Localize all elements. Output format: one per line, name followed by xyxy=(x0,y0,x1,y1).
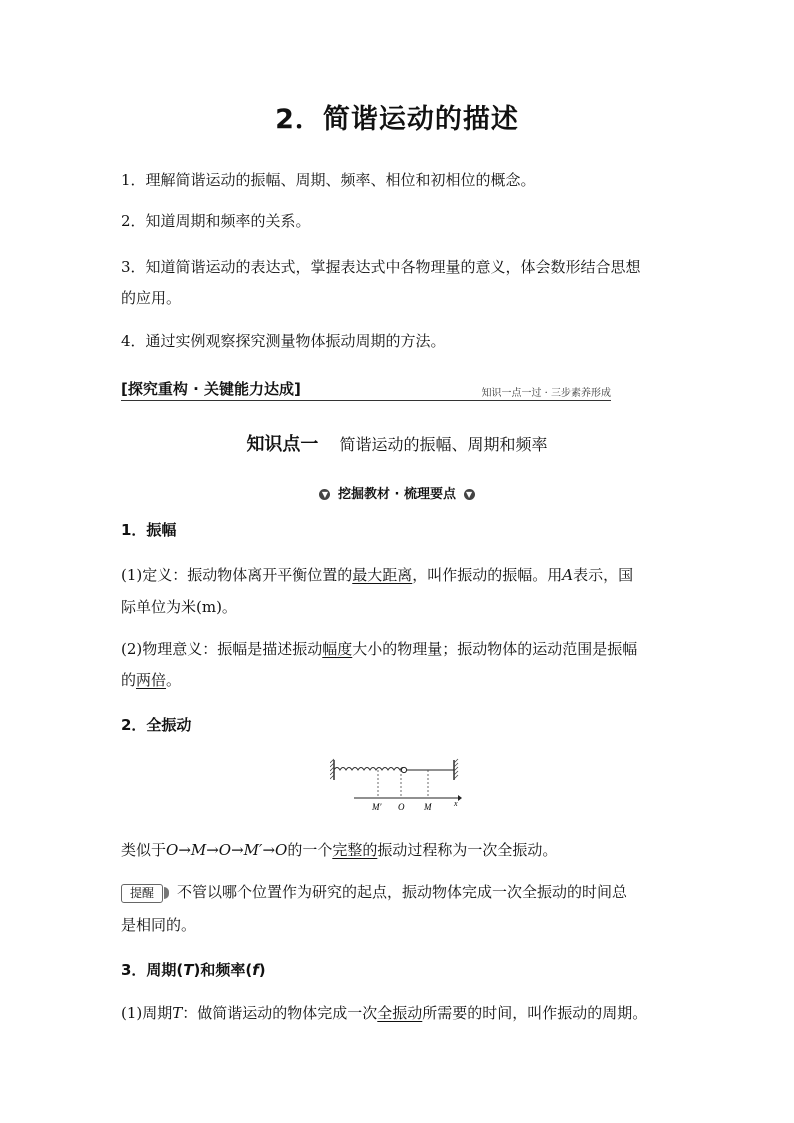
amplitude-meaning: (2)物理意义：振幅是描述振动幅度大小的物理量；振动物体的运动范围是振幅 xyxy=(121,640,638,658)
knowledge-point-title xyxy=(0,430,794,456)
label-m: M xyxy=(424,802,432,812)
underlined-term: 幅度 xyxy=(322,640,353,658)
underlined-term: 完整的 xyxy=(332,841,378,859)
position-guides xyxy=(378,770,428,798)
chevron-down-icon: ▼ xyxy=(464,489,475,500)
sub-banner-text: 挖掘教材 · 梳理要点 xyxy=(338,487,456,502)
amplitude-meaning-cont: 的两倍。 xyxy=(121,671,182,689)
banner-right-text: 知识一点一过 · 三步素养形成 xyxy=(481,388,611,399)
vibration-path: O→M→O→M′→O xyxy=(166,841,288,859)
sub-banner xyxy=(0,483,794,502)
section-3-heading: 3．周期(T)和频率(f) xyxy=(121,961,266,979)
oscillator-ball xyxy=(401,767,406,772)
objective-1: 1．理解简谐运动的振幅、周期、频率、相位和初相位的概念。 xyxy=(121,171,536,189)
variable-a: A xyxy=(562,566,574,584)
knowledge-point-label: 知识点一 xyxy=(246,434,319,455)
section-1-heading: 1．振幅 xyxy=(121,521,177,539)
spring-oscillator-diagram xyxy=(330,758,466,812)
spring xyxy=(334,768,406,771)
label-x: x xyxy=(454,799,458,808)
objective-2: 2．知道周期和频率的关系。 xyxy=(121,212,311,230)
tip-badge: 提醒 xyxy=(121,884,163,903)
period-definition: (1)周期T：做简谐运动的物体完成一次全振动所需要的时间，叫作振动的周期。 xyxy=(121,1004,648,1022)
underlined-term: 最大距离 xyxy=(352,566,413,584)
label-m-prime: M′ xyxy=(372,802,382,812)
objective-3: 3．知道简谐运动的表达式，掌握表达式中各物理量的意义，体会数形结合思想 xyxy=(121,258,641,276)
underlined-term: 两倍 xyxy=(136,671,167,689)
chevron-down-icon: ▼ xyxy=(319,489,330,500)
amplitude-definition: (1)定义：振动物体离开平衡位置的最大距离，叫作振动的振幅。用A表示，国 xyxy=(121,566,634,584)
section-banner xyxy=(121,378,611,401)
x-axis-arrow xyxy=(458,795,462,801)
objective-4: 4．通过实例观察探究测量物体振动周期的方法。 xyxy=(121,332,446,350)
label-o: O xyxy=(398,802,405,812)
full-vibration-sentence: 类似于O→M→O→M′→O的一个完整的振动过程称为一次全振动。 xyxy=(121,841,558,859)
underlined-term: 全振动 xyxy=(377,1004,423,1022)
banner-left-text: [探究重构 · 关键能力达成] xyxy=(121,380,301,398)
tip-paragraph-cont: 是相同的。 xyxy=(121,916,197,934)
objective-3-cont: 的应用。 xyxy=(121,289,182,307)
page-title: 2．简谐运动的描述 xyxy=(275,104,519,135)
section-2-heading: 2．全振动 xyxy=(121,716,192,734)
amplitude-definition-cont: 际单位为米(m)。 xyxy=(121,598,237,616)
knowledge-point-topic: 简谐运动的振幅、周期和频率 xyxy=(339,435,548,454)
tip-paragraph: 提醒 不管以哪个位置作为研究的起点，振动物体完成一次全振动的时间总 xyxy=(121,882,681,903)
